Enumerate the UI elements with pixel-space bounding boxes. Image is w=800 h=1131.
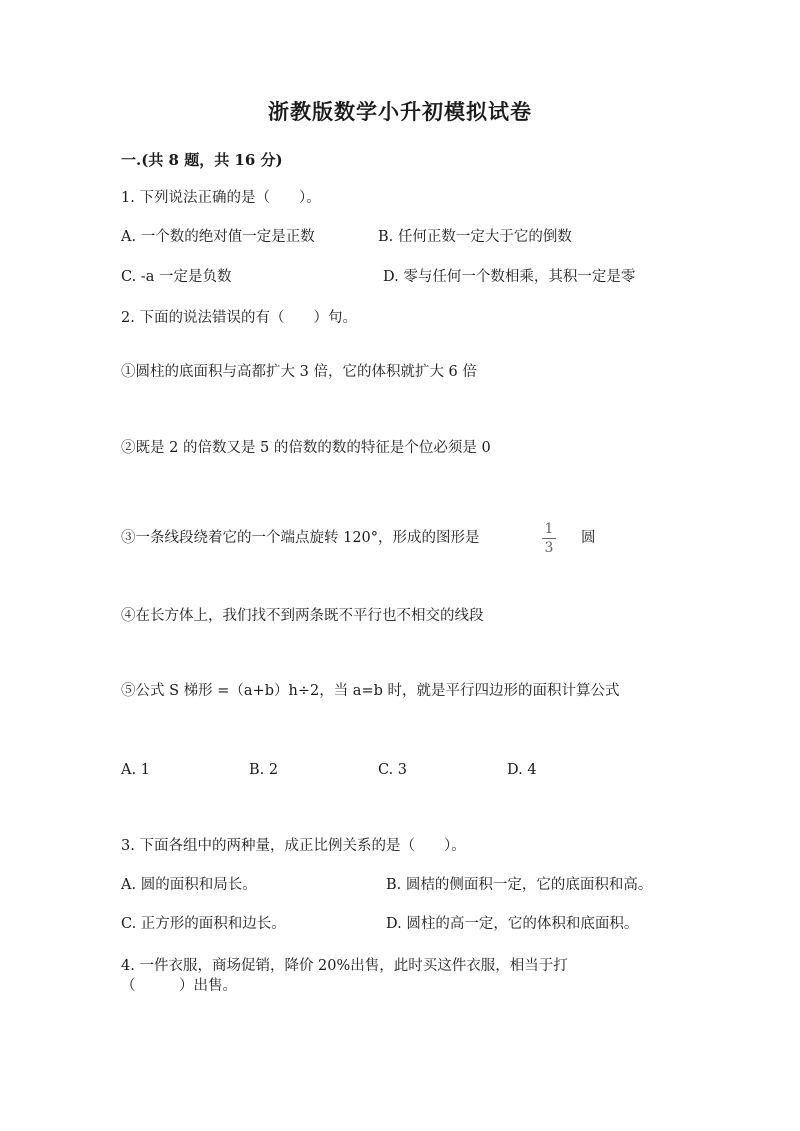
q1-option-d: D. 零与任何一个数相乘，其积一定是零	[383, 269, 636, 285]
q3-option-a: A. 圆的面积和局长。	[121, 877, 257, 893]
q2-statement-5: ⑤公式 S 梯形 =（a+b）h÷2，当 a=b 时，就是平行四边形的面积计算公式	[121, 683, 620, 699]
q2-option-b: B. 2	[249, 762, 279, 778]
q2-option-a: A. 1	[121, 762, 150, 778]
fraction-denominator: 3	[544, 540, 554, 556]
q1-stem: 1. 下列说法正确的是（ ）。	[121, 190, 321, 206]
q2-option-d: D. 4	[507, 762, 537, 778]
q2-stem: 2. 下面的说法错误的有（ ）句。	[121, 310, 357, 326]
fraction-one-third	[539, 521, 559, 556]
q2-statement-2: ②既是 2 的倍数又是 5 的倍数的数的特征是个位必须是 0	[121, 440, 491, 456]
q3-option-d: D. 圆柱的高一定，它的体积和底面积。	[386, 916, 639, 932]
q2-statement-1: ①圆柱的底面积与高都扩大 3 倍，它的体积就扩大 6 倍	[121, 364, 477, 380]
q2-statement-3-tail: 圆	[581, 530, 596, 546]
q2-option-c: C. 3	[378, 762, 408, 778]
q4-stem-line-1: 4. 一件衣服，商场促销，降价 20%出售，此时买这件衣服，相当于打	[121, 958, 568, 974]
q2-statement-4: ④在长方体上，我们找不到两条既不平行也不相交的线段	[121, 608, 484, 624]
q3-option-c: C. 正方形的面积和边长。	[121, 916, 286, 932]
q4-stem-line-2: （ ）出售。	[121, 978, 237, 994]
section-heading: 一.(共 8 题，共 16 分)	[121, 151, 283, 169]
q1-option-b: B. 任何正数一定大于它的倒数	[378, 229, 572, 245]
fraction-numerator: 1	[544, 521, 554, 537]
q1-option-c: C. -a 一定是负数	[121, 269, 232, 285]
q1-option-a: A. 一个数的绝对值一定是正数	[121, 229, 315, 245]
q3-option-b: B. 圆桔的侧面积一定，它的底面积和高。	[386, 877, 653, 893]
q2-statement-3: ③一条线段绕着它的一个端点旋转 120°，形成的图形是	[121, 530, 480, 546]
fraction-bar	[542, 538, 556, 539]
exam-title: 浙教版数学小升初模拟试卷	[268, 99, 532, 124]
q3-stem: 3. 下面各组中的两种量，成正比例关系的是（ ）。	[121, 838, 466, 854]
